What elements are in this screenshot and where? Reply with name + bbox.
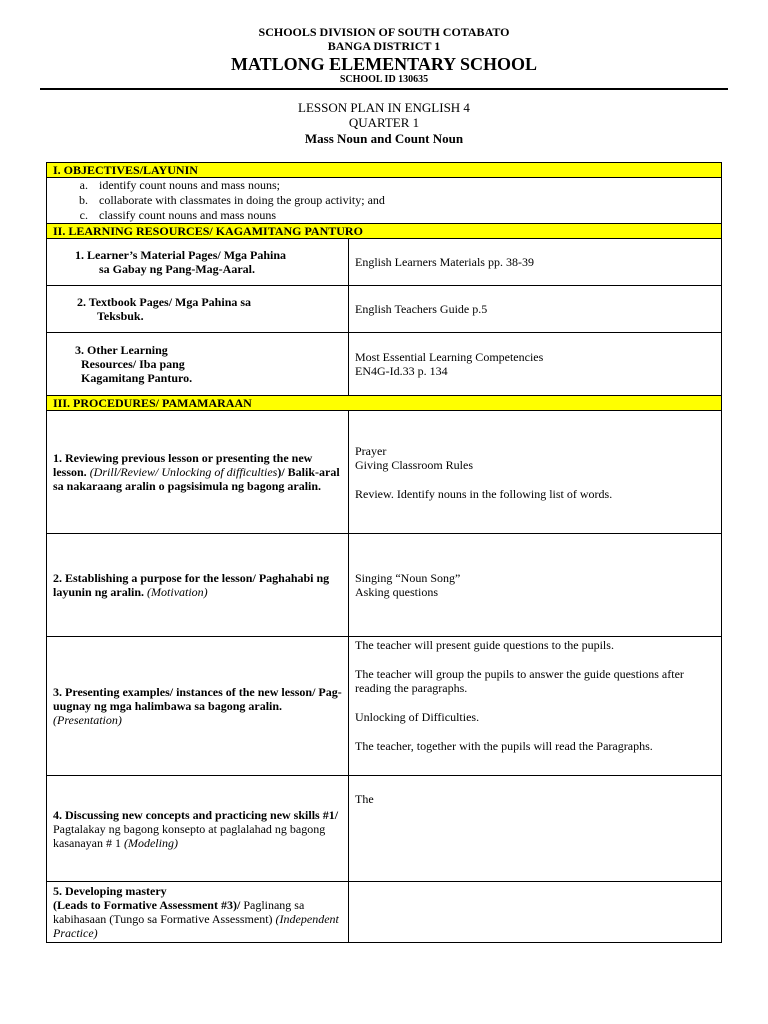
procedure-line: The teacher will present guide questions to the pupils. <box>355 638 614 652</box>
objectives-list <box>53 178 721 223</box>
procedure-content <box>349 637 722 776</box>
procedure-label <box>47 534 349 637</box>
procedure-italic: (Independent Practice) <box>53 912 339 940</box>
procedure-line: Unlocking of Difficulties. <box>355 710 480 724</box>
procedure-content <box>349 882 722 943</box>
header-district: BANGA DISTRICT 1 <box>327 39 441 53</box>
procedure-content <box>349 411 722 534</box>
procedure-line: Prayer <box>355 443 387 458</box>
procedure-title: 2. Establishing a purpose for the lesson/ Paghahabi ng layunin ng aralin. <box>53 571 330 599</box>
resource-label: Teksbuk. <box>97 309 144 323</box>
procedure-label <box>47 882 349 943</box>
procedure-line: The <box>355 792 374 806</box>
procedure-title: 4. Discussing new concepts and practicing new skills #1/ <box>53 807 339 822</box>
resources-heading-row <box>47 224 722 239</box>
lesson-plan-title: LESSON PLAN IN ENGLISH 4 <box>298 100 470 115</box>
procedure-line: Review. Identify nouns in the following list of words. <box>355 486 613 501</box>
resource-number: 2. <box>77 295 86 309</box>
resources-heading: II. LEARNING RESOURCES/ KAGAMITANG PANTURO <box>47 224 722 239</box>
objectives-row <box>47 178 722 224</box>
procedure-line: Asking questions <box>355 585 439 599</box>
resource-value: EN4G-Id.33 p. 134 <box>355 364 448 378</box>
school-name: MATLONG ELEMENTARY SCHOOL <box>230 54 538 74</box>
procedure-line: The teacher, together with the pupils will read the Paragraphs. <box>355 739 653 753</box>
procedure-line: Giving Classroom Rules <box>355 457 474 472</box>
resource-row <box>47 333 722 396</box>
resource-label: sa Gabay ng Pang-Mag-Aaral. <box>99 262 255 276</box>
school-id: SCHOOL ID 130635 <box>339 74 429 85</box>
quarter-title: QUARTER 1 <box>348 115 420 130</box>
procedure-title: 1. Reviewing previous lesson or presenting the new lesson. <box>53 451 313 479</box>
topic-title: Mass Noun and Count Noun <box>304 131 464 146</box>
lesson-plan-table <box>46 162 722 943</box>
resource-row <box>47 239 722 286</box>
procedure-title: 3. Presenting examples/ instances of the new lesson/ Pag-uugnay ng mga halimbawa sa bagong aralin. <box>53 685 342 713</box>
resource-label: Textbook Pages/ Mga Pahina sa <box>88 295 252 309</box>
resource-label: 3. Other Learning <box>75 343 168 357</box>
procedure-row <box>47 776 722 882</box>
procedure-italic: (Presentation) <box>53 713 122 727</box>
procedures-heading: III. PROCEDURES/ PAMAMARAAN <box>47 396 722 411</box>
objectives-list-cell <box>47 178 722 224</box>
resource-value-cell <box>349 333 722 396</box>
resource-label-cell <box>47 239 349 286</box>
procedure-row <box>47 637 722 776</box>
procedure-content <box>349 776 722 882</box>
procedure-line: Singing “Noun Song” <box>355 571 461 585</box>
resource-label: Learner’s Material Pages/ Mga Pahina <box>87 248 287 262</box>
procedure-title: 5. Developing mastery <box>53 884 167 898</box>
resource-label: Resources/ Iba pang <box>81 357 185 371</box>
resource-value: English Learners Materials pp. 38-39 <box>349 239 722 286</box>
resource-value: English Teachers Guide p.5 <box>349 286 722 333</box>
procedure-row <box>47 882 722 943</box>
resource-label-cell <box>47 286 349 333</box>
procedure-content <box>349 534 722 637</box>
procedure-label <box>47 411 349 534</box>
procedure-italic: (Motivation) <box>147 585 208 599</box>
procedure-subtitle: Pagtalakay ng bagong konsepto at paglalahad ng bagong kasanayan # 1 <box>53 821 326 850</box>
procedure-title-cont: (Leads to Formative Assessment #3)/ <box>53 898 241 912</box>
procedure-line: The teacher will group the pupils to answer the guide questions after reading the paragraphs. <box>355 667 684 695</box>
resource-number: 1. <box>75 248 84 262</box>
procedure-title-cont: )/ Balik-aral sa nakaraang aralin o pagsisimula ng bagong aralin. <box>53 465 340 493</box>
objectives-heading: I. OBJECTIVES/LAYUNIN <box>47 163 722 178</box>
procedure-italic: (Drill/Review/ Unlocking of difficulties <box>89 465 278 479</box>
procedures-heading-row <box>47 396 722 411</box>
resource-row <box>47 286 722 333</box>
procedure-italic: (Modeling) <box>123 835 178 850</box>
resource-value: Most Essential Learning Competencies <box>355 350 544 364</box>
procedure-subtitle: Paglinang sa kabihasaan (Tungo sa Formative Assessment) <box>53 898 305 926</box>
procedure-label <box>47 776 349 882</box>
procedure-row <box>47 411 722 534</box>
resource-label: Kagamitang Panturo. <box>81 371 193 385</box>
resource-label-cell <box>47 333 349 396</box>
procedure-label <box>47 637 349 776</box>
procedure-row <box>47 534 722 637</box>
header-rule <box>40 88 728 90</box>
objective-item: c. classify count nouns and mass nouns <box>91 208 721 223</box>
objective-item: b. collaborate with classmates in doing the group activity; and <box>91 193 721 208</box>
header-division: SCHOOLS DIVISION OF SOUTH COTABATO <box>258 25 510 39</box>
objectives-heading-row <box>47 163 722 178</box>
objective-item: a. identify count nouns and mass nouns; <box>91 178 721 193</box>
